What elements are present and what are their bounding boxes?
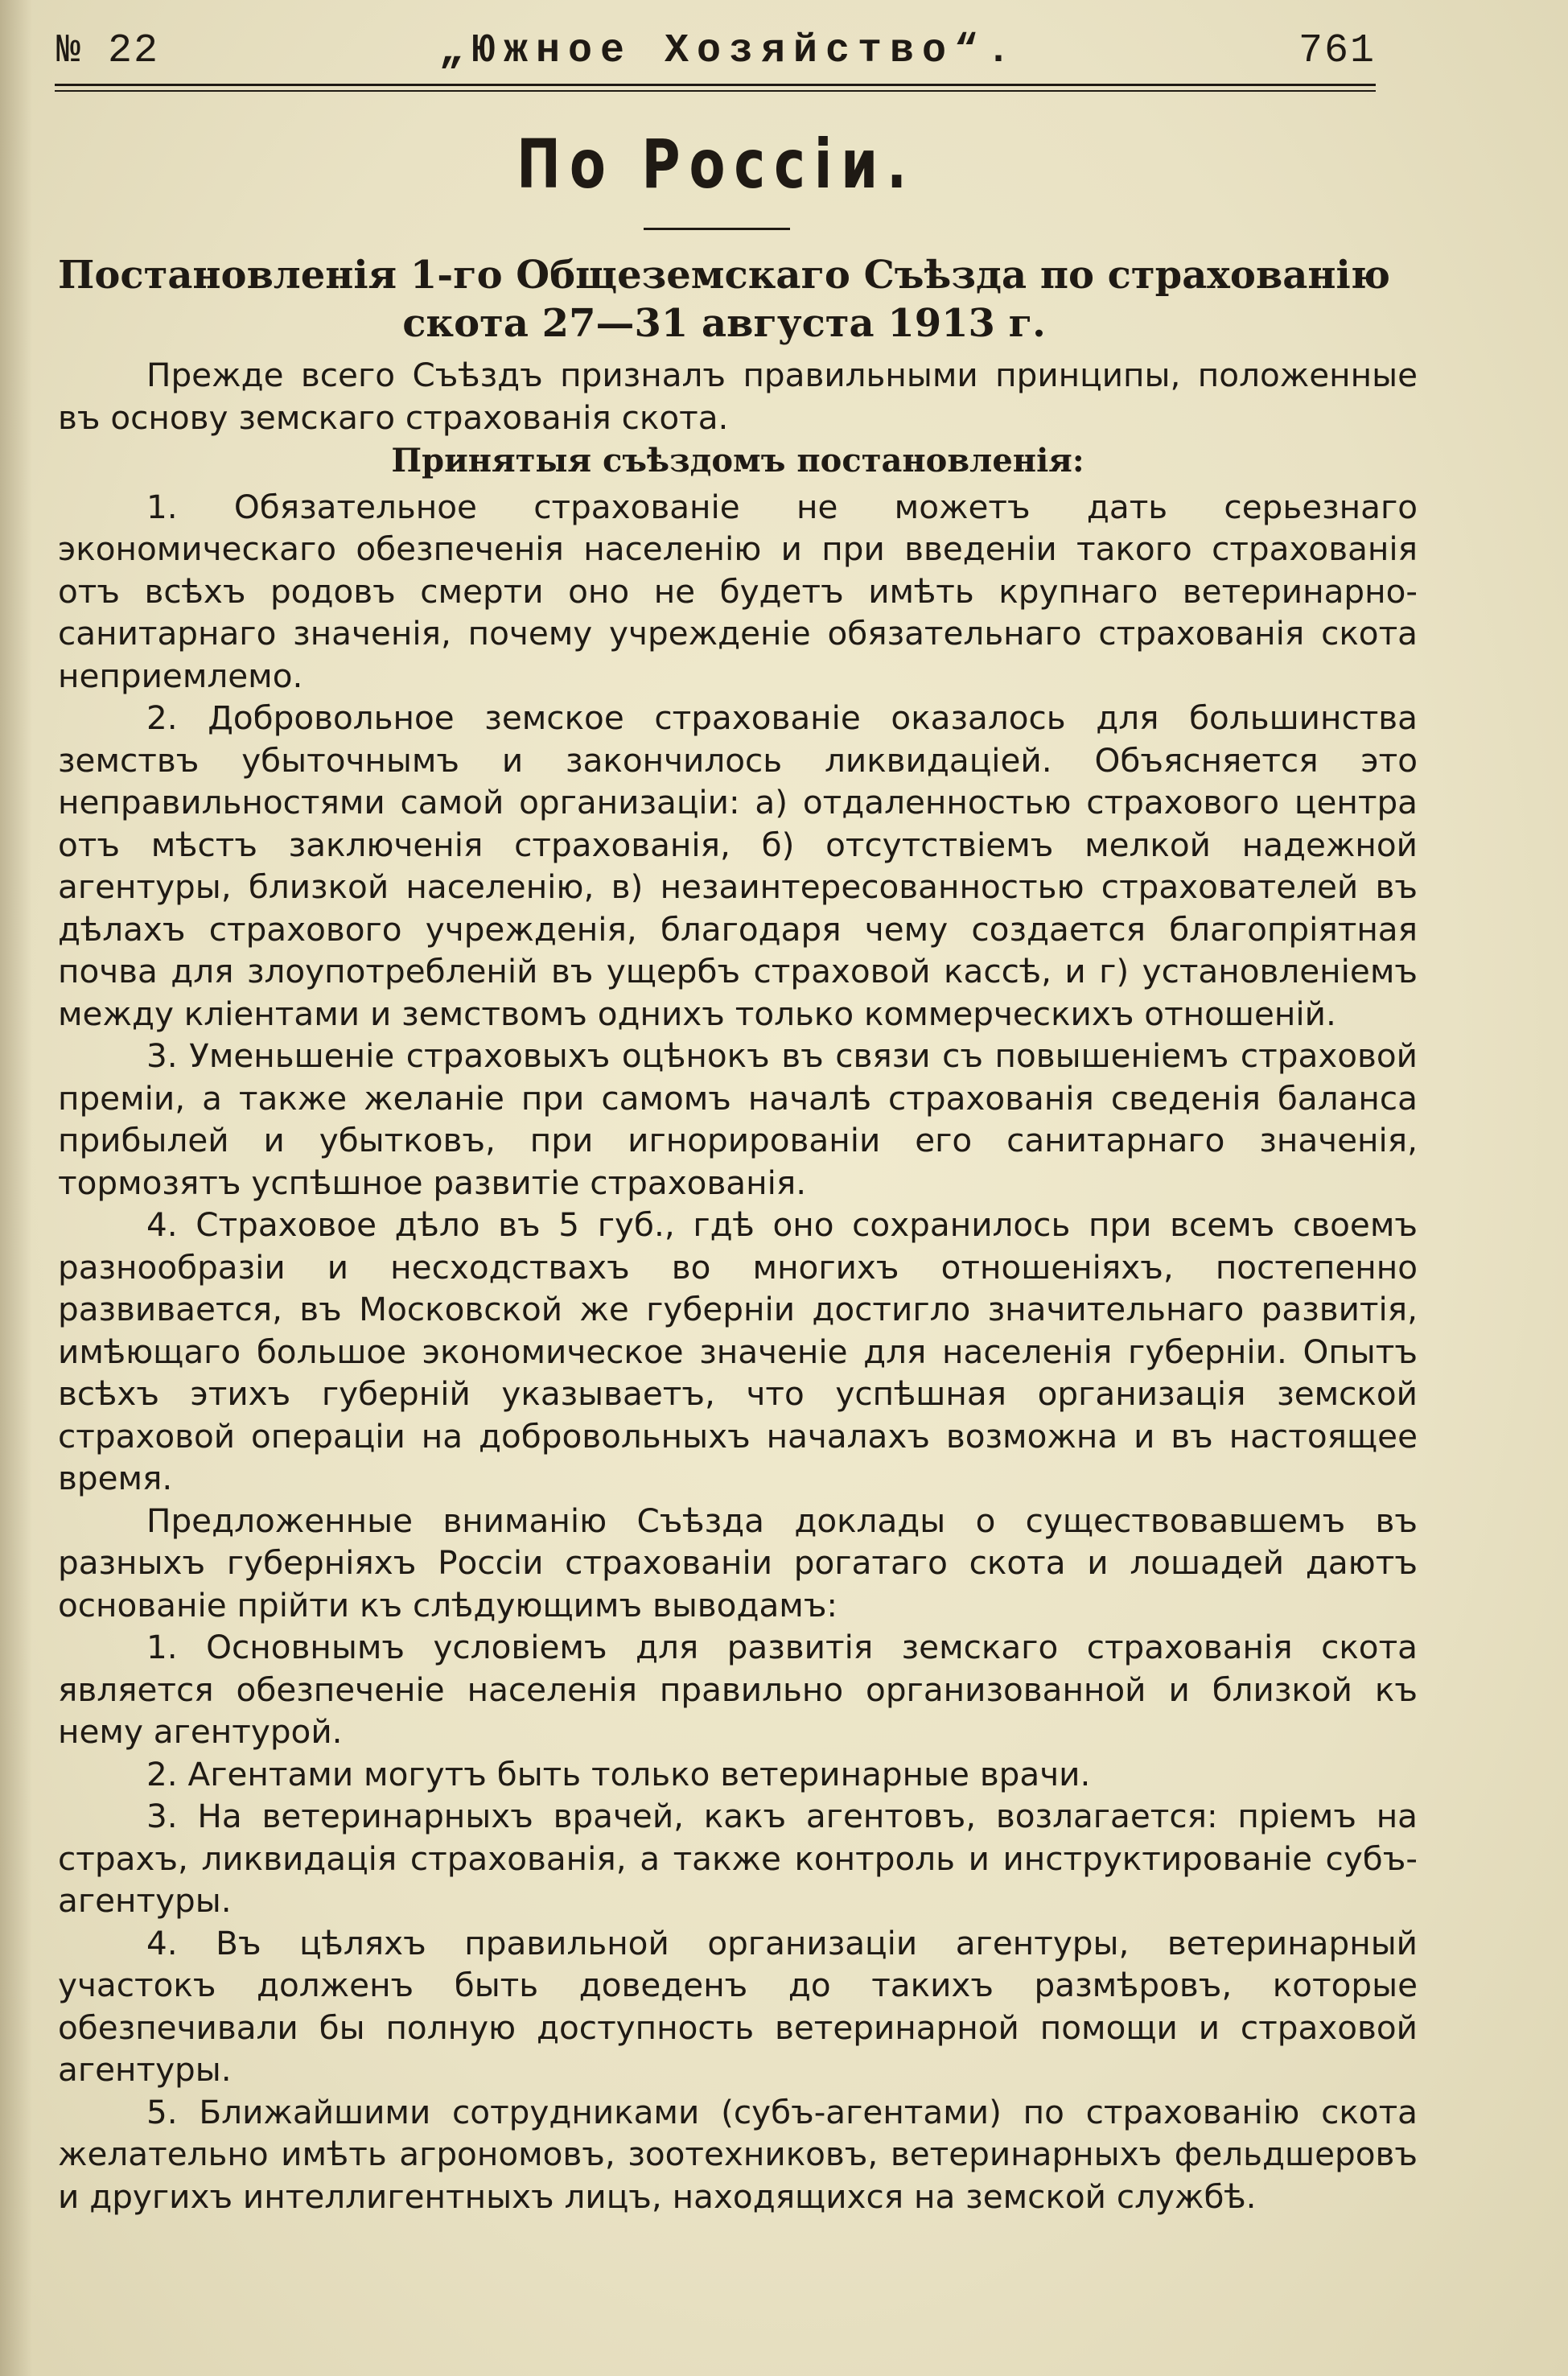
header-double-rule: [55, 84, 1376, 92]
journal-title: „Южное Хозяйство“.: [438, 27, 1019, 74]
resolution-paragraph: 3. Уменьшеніе страховыхъ оцѣнокъ въ связи съ повышеніемъ страховой преміи, а также желаніе при самомъ началѣ страхованія сведенія баланса прибылей и убытковъ, при игнорированіи его санитарнаго значенія, тормозятъ успѣшное развитіе страхованія.: [58, 1036, 1418, 1202]
transition-paragraph: Предложенные вниманію Съѣзда доклады о существовавшемъ въ разныхъ губерніяхъ Россіи страхованіи рогатаго скота и лошадей даютъ основаніе прійти къ слѣдующимъ выводамъ:: [58, 1501, 1418, 1624]
conclusion-paragraph: 1. Основнымъ условіемъ для развитія земскаго страхованія скота является обезпеченіе населенія правильно организованной и близкой къ нему агентурой.: [58, 1628, 1418, 1751]
running-header: [56, 23, 1376, 79]
resolutions-subheading: Принятыя съѣздомъ постановленія:: [391, 442, 1084, 480]
conclusion-paragraph: 3. На ветеринарныхъ врачей, какъ агентовъ, возлагается: пріемъ на страхъ, ликвидація страхованія, а также контроль и инструктированіе субъ-агентуры.: [58, 1797, 1418, 1920]
article-body: [58, 354, 1418, 2217]
resolution-paragraph: 2. Добровольное земское страхованіе оказалось для большинства земствъ убыточнымъ и закончилось ликвидаціей. Объясняется это неправильностями самой организаціи: а) отдаленностью страхового центра отъ мѣстъ заключенія страхованія, б) отсутствіемъ мелкой надежной агентуры, близкой населенію, в) незаинтересованностью страхователей въ дѣлахъ страхового учрежденія, благодаря чему создается благопріятная почва для злоупотребленій въ ущербъ страховой кассѣ, и г) установленіемъ между кліентами и земствомъ однихъ только коммерческихъ отношеній.: [58, 698, 1418, 1033]
conclusion-paragraph: 2. Агентами могутъ быть только ветеринарные врачи.: [146, 1754, 1091, 1793]
resolution-paragraph: 4. Страховое дѣло въ 5 губ., гдѣ оно сохранилось при всемъ своемъ разнообразіи и несходствахъ во многихъ отношеніяхъ, постепенно развивается, въ Московской же губерніи достигло значительнаго развитія, имѣющаго большое экономическое значеніе для населенія губерніи. Опытъ всѣхъ этихъ губерній указываетъ, что успѣшная организація земской страховой операціи на добровольныхъ началахъ возможна и въ настоящее время.: [58, 1205, 1418, 1497]
page-edge-shadow: [0, 0, 32, 2376]
conclusion-paragraph: 4. Въ цѣляхъ правильной организаціи агентуры, ветеринарный участокъ долженъ быть доведенъ до такихъ размѣровъ, которые обезпечивали бы полную доступность ветеринарной помощи и страховой агентуры.: [58, 1923, 1418, 2089]
resolution-paragraph: 1. Обязательное страхованіе не можетъ дать серьезнаго экономическаго обезпеченія населенію и при введеніи такого страхованія отъ всѣхъ родовъ смерти оно не будетъ имѣть крупнаго ветеринарно-санитарнаго значенія, почему учрежденіе обязательнаго страхованія скота неприемлемо.: [58, 487, 1418, 695]
conclusion-paragraph: 5. Ближайшими сотрудниками (субъ-агентами) по страхованію скота желательно имѣть агрономовъ, зоотехниковъ, ветеринарныхъ фельдшеровъ и другихъ интеллигентныхъ лицъ, находящихся на земской службѣ.: [58, 2092, 1418, 2216]
title-divider: [644, 228, 790, 230]
issue-number: № 22: [56, 27, 160, 74]
section-title: По Россіи.: [516, 125, 916, 204]
page-number: 761: [1298, 27, 1376, 74]
article-title: Постановленія 1-го Общеземскаго Съѣзда по страхованію скота 27—31 августа 1913 г.: [58, 253, 1390, 346]
intro-paragraph: Прежде всего Съѣздъ призналъ правильными принципы, положенные въ основу земскаго страхованія скота.: [58, 356, 1418, 437]
